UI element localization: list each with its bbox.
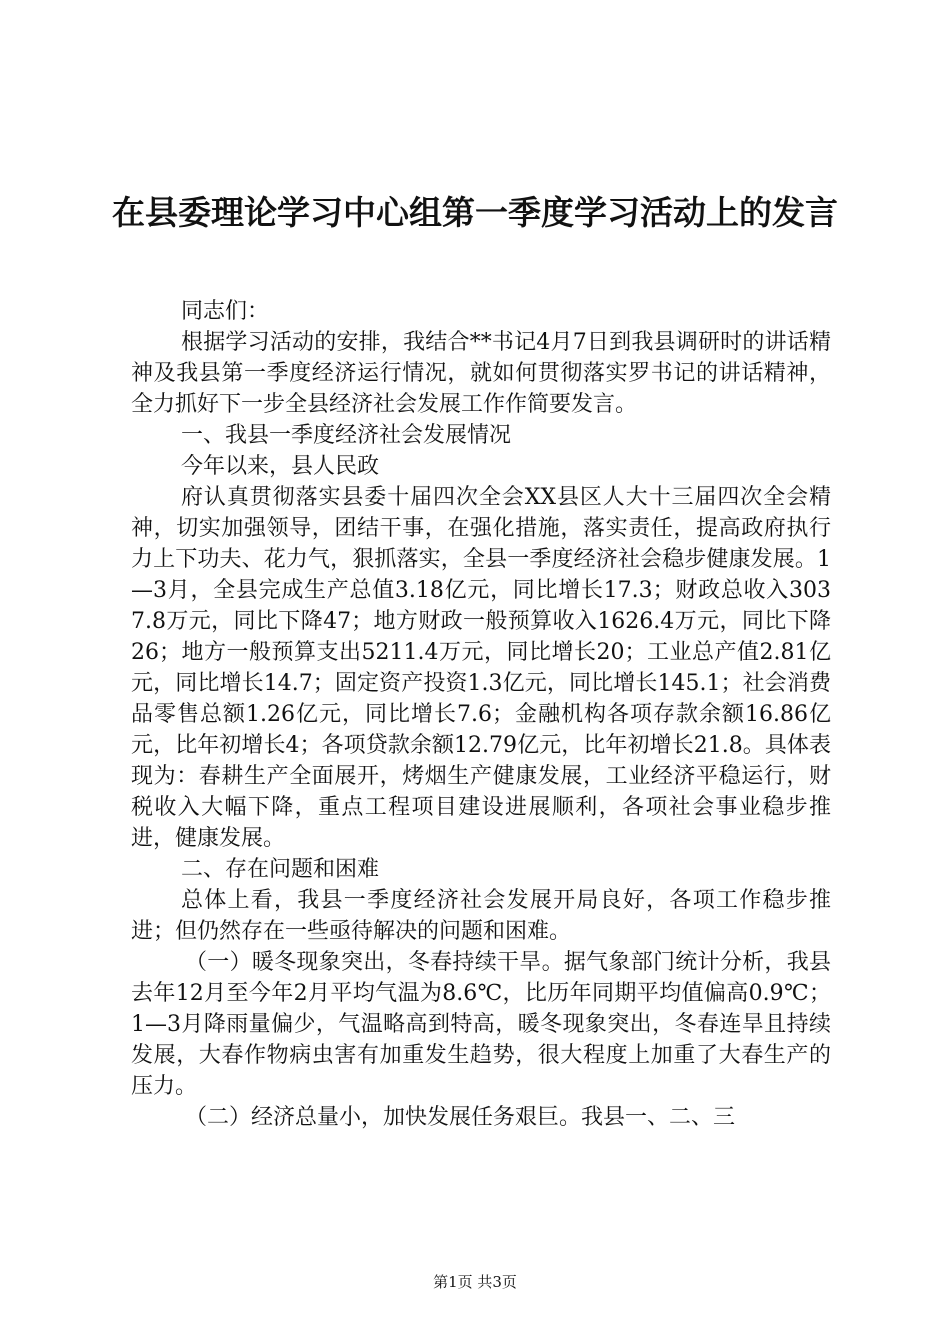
paragraph-intro: 根据学习活动的安排，我结合**书记4月7日到我县调研时的讲话精神及我县第一季度经济运行情况，就如何贯彻落实罗书记的讲话精神，全力抓好下一步全县经济社会发展工作作简要发言。	[131, 330, 831, 417]
paragraph-fragment: 今年以来，县人民政	[181, 454, 380, 479]
paragraph-overview: 总体上看，我县一季度经济社会发展开局良好，各项工作稳步推进；但仍然存在一些亟待解决的问题和困难。	[131, 888, 831, 944]
document-body	[131, 296, 831, 1133]
paragraph-problem-2: （二）经济总量小，加快发展任务艰巨。我县一、二、三	[185, 1105, 736, 1130]
paragraph-economy-stats: 府认真贯彻落实县委十届四次全会XX县区人大十三届四次全会精神，切实加强领导，团结干事，在强化措施，落实责任，提高政府执行力上下功夫、花力气，狠抓落实，全县一季度经济社会稳步健康发展。1—3月，全县完成生产总值3.18亿元，同比增长17.3；财政总收入3037.8万元，同比下降47；地方财政一般预算收入1626.4万元，同比下降26；地方一般预算支出5211.4万元，同比增长20；工业总产值2.81亿元，同比增长14.7；固定资产投资1.3亿元，同比增长145.1；社会消费品零售总额1.26亿元，同比增长7.6；金融机构各项存款余额16.86亿元，比年初增长4；各项贷款余额12.79亿元，比年初增长21.8。具体表现为：春耕生产全面展开，烤烟生产健康发展，工业经济平稳运行，财税收入大幅下降，重点工程项目建设进展顺利，各项社会事业稳步推进，健康发展。	[131, 485, 831, 851]
section-heading-1: 一、我县一季度经济社会发展情况	[181, 423, 512, 448]
page-footer: 第1页 共3页	[433, 1273, 517, 1291]
document-title: 在县委理论学习中心组第一季度学习活动上的发言	[112, 193, 838, 232]
paragraph-salutation: 同志们：	[181, 299, 270, 324]
section-heading-2: 二、存在问题和困难	[181, 857, 380, 882]
paragraph-problem-1: （一）暖冬现象突出，冬春持续干旱。据气象部门统计分析，我县去年12月至今年2月平均气温为8.6℃，比历年同期平均值偏高0.9℃；1—3月降雨量偏少，气温略高到特高，暖冬现象突出，冬春连旱且持续发展，大春作物病虫害有加重发生趋势，很大程度上加重了大春生产的压力。	[131, 950, 831, 1099]
